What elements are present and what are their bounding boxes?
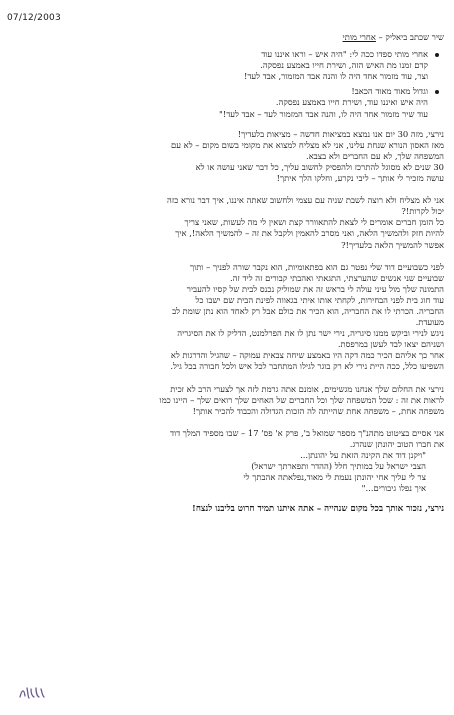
text-line: 30 שנים לא מסוגל להתרכז ולהפסיק לחשוב עליך, כל דבר שאני עושה או לא	[195, 161, 444, 172]
text-line: נירצי את החלום שלך אנחנו מגשימים, אומנם אתה גרמת לזה אך לצערי הרב לא זכית	[170, 383, 444, 394]
text-line: מעועדת.	[415, 317, 444, 328]
text-line: את חברו הטוב יהונתן שנהרג.	[349, 438, 444, 449]
text-line: מאז האסון הנורא שנחת עלינו, אני לא מצליח למצוא את מקומי בשום מקום – לא עם	[171, 139, 444, 150]
text-line: לראות את זה : שכל המשפחה שלך וכל החברים של האחים שלך רואים שלך – היינו כמו	[159, 394, 444, 405]
poem-title	[10, 32, 444, 43]
paragraph	[10, 195, 444, 250]
quote-line: הצבי ישראל על במותיך חלל (ההדר ותפארתך ישראל)	[251, 461, 426, 472]
text-line: התמונה שלך מול עיני עולה לי בראש זה את שמוליק נכנס לבית של קסיו להעביר	[186, 283, 444, 294]
poem-line: וגדול מאוד מאוד הכאב!	[351, 86, 428, 97]
poem-line: עוד שיר מזמור אחד היה לו, והנה אבד המזמור לעד – אבד לעד!"	[219, 108, 428, 119]
text-line: להיות חזק ולהמשיך הלאה, ואני מסרב להאמין ולקבל את זה – להמשיך הלאה!, איך	[175, 228, 444, 239]
poem-line: אחרי מותי ספדו ככה לי: "היה איש – וראו איננו עוד	[261, 49, 428, 60]
quote-line: "ויקנן דוד את הקינה הזאת על יהונתן...	[300, 450, 426, 460]
text-line: עושה מזכיר לי אותך – ליבי נקרע, וחלקו הלך איתך!	[276, 173, 444, 184]
text-line: אני לא מצליח ולא רוצה לשבת שניה עם עצמי ולחשוב שאתה איננו, איך דבר נורא כזה	[167, 195, 444, 206]
poem-quote	[10, 49, 444, 120]
text-line: כל הזמן חברים אומרים לי לצאת להתאוורר קצת ושאין לי מה לעשות, שאני צריך	[184, 217, 444, 228]
quote-line: צר לי עליך אחי יהונתן נעמת לי מאוד,נפלאתה אהבתך לי	[243, 472, 426, 483]
document-date: 07/12/2003	[7, 13, 61, 23]
text-line: החבריה. הכרתי לו את החבריה, הוא הכיר את כולם אבל רק לאחד הוא נתן שומת לב	[172, 305, 444, 316]
poem-stanza	[10, 49, 428, 82]
handwritten-signature	[18, 683, 48, 703]
text-line: אחר כך אליהם הכיר כמה דקה היו באמצע שיחה צבאית עמוקה – שהגיל והדרגות לא	[170, 350, 444, 361]
poem-line: וצר, עוד מזמור אחד היה לו והנה אבד המזמור, אבד לעד!	[244, 71, 428, 82]
bible-quote	[10, 450, 444, 494]
text-line: עוד חוג בית לפני הבחירות, לקחתי אותו איתי בגאווה לפינת הבית שם ישבו כל	[195, 294, 444, 305]
quote-line: איך נפלו גיבורים..."	[361, 483, 426, 494]
text-line: המשפחה שלך, לא עם החברים ולא בצבא.	[306, 150, 444, 161]
paragraph	[10, 262, 444, 373]
text-line: ושניהם יצאו לבד לעשן במרפסת.	[337, 339, 444, 350]
text-line: ניגש לנירי וביקש ממנו סיגריה, נירי ישר נתן לו את הפרלמנט, הדליק לו את הסיגריה	[177, 328, 444, 339]
poem-stanza	[10, 86, 428, 119]
paragraph	[10, 129, 444, 184]
text-line: אני אסיים בציטוט מתהנ"ך מספר שמואל ב', פרק א' פס' 17 – שבו מספיד המלך דוד	[169, 427, 444, 438]
poem-line: היה איש ואיננו עוד, ושירת חייו באמצע נפסקה.	[275, 97, 428, 108]
poem-title-name: אחרי מותי	[342, 32, 376, 42]
text-line: שבועיים שני אנשים שהערצתי, התגאתי ואהבתי קבורים זה ליד זה.	[230, 272, 444, 283]
text-line: משפחה אחת, – משפחה אחת שהייתה לה הזכות הגדולה והכבוד להכיר אותך!	[192, 405, 444, 416]
paragraph	[10, 384, 444, 417]
text-line: השפיעו כלל, ככה היית נירי לא רק בוגר לגילו המתחבר לכל איש ולכל חבורה בכל גיל.	[170, 361, 444, 372]
closing-line: נירצי, נזכור אותך בכל מקום שנהייה – אתה איתנו תמיד חרוט בליבנו לנצח!	[192, 504, 444, 515]
text-line: אפשר להמשיך הלאה בלעדיך!?	[341, 239, 444, 250]
letter-body	[10, 32, 444, 515]
text-line: יכול לקרות!?	[401, 206, 444, 217]
poem-line: קדם זמנו מת האיש הזה, ושירת חייו באמצע נפסקה.	[260, 60, 428, 71]
text-line: נירצי, מזה 30 יום אנו נמצא במציאות חדשה – מציאות בלעדיך!	[237, 128, 444, 139]
quote-intro	[10, 428, 444, 450]
text-line: לפני כשבועיים דוד שלי נפטר גם הוא בפתאומיות, הוא נקבר שורה לפניך – ותוך	[189, 261, 444, 272]
poem-title-prefix: שיר שכתב ביאליק –	[375, 32, 444, 42]
